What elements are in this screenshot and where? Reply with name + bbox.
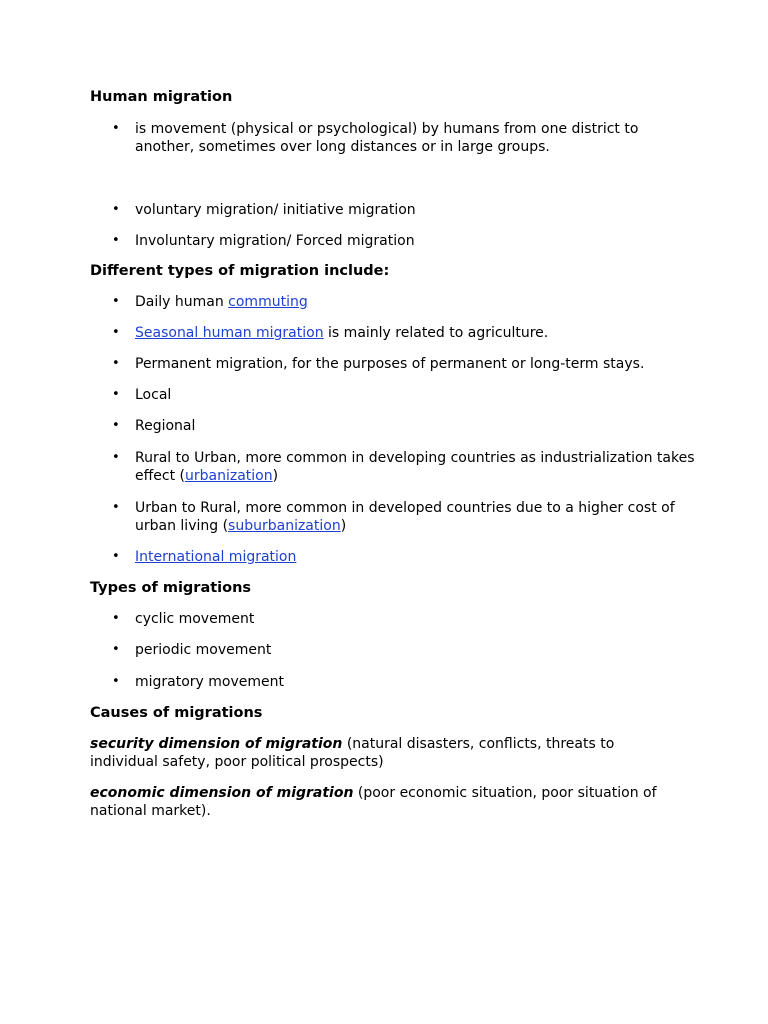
- urban-rural-suffix: ): [340, 518, 347, 534]
- list-item-text: migratory movement: [135, 674, 285, 690]
- list-item-text: voluntary migration/ initiative migration: [135, 202, 416, 218]
- list-item-text: Permanent migration, for the purposes of permanent or long-term stays.: [135, 356, 645, 372]
- heading-causes: Causes of migrations: [90, 705, 263, 721]
- bullet-icon: •: [112, 500, 120, 515]
- economic-text: (poor economic situation, poor situation of national market).: [90, 785, 657, 819]
- bullet-icon: •: [112, 418, 120, 433]
- list-item-text: Regional: [135, 418, 196, 434]
- bullet-icon: •: [112, 611, 120, 626]
- security-text: (natural disasters, conflicts, threats to individual safety, poor political prospects): [90, 736, 615, 770]
- list-item-text: [135, 548, 695, 566]
- commuting-link[interactable]: commuting: [228, 294, 308, 310]
- urbanization-link[interactable]: urbanization: [184, 468, 273, 484]
- security-lead: security dimension of migration: [90, 736, 343, 752]
- rural-urban-suffix: ): [272, 468, 279, 484]
- list-item-text: cyclic movement: [135, 611, 255, 627]
- urban-rural-prefix: Urban to Rural, more common in developed countries due to a higher cost of urban living (: [135, 500, 675, 534]
- suburbanization-link[interactable]: suburbanization: [228, 518, 341, 534]
- list-item-text: [135, 324, 695, 342]
- international-migration-link[interactable]: International migration: [135, 549, 297, 565]
- security-paragraph: [90, 735, 680, 771]
- bullet-icon: •: [112, 121, 120, 136]
- bullet-icon: •: [112, 356, 120, 371]
- list-item-text: [135, 449, 695, 485]
- bullet-icon: •: [112, 325, 120, 340]
- definition-text: is movement (physical or psychological) by humans from one district to another, sometimes over long distances or in large groups.: [135, 121, 639, 155]
- seasonal-migration-link[interactable]: Seasonal human migration: [135, 325, 324, 341]
- list-item-text: [135, 293, 695, 311]
- rural-urban-prefix: Rural to Urban, more common in developing countries as industrialization takes effect (: [135, 450, 695, 484]
- seasonal-suffix: is mainly related to agriculture.: [323, 325, 549, 341]
- bullet-icon: •: [112, 202, 120, 217]
- list-item-text: Local: [135, 387, 172, 403]
- list-item-text: periodic movement: [135, 642, 272, 658]
- bullet-icon: •: [112, 294, 120, 309]
- list-item-text: Involuntary migration/ Forced migration: [135, 233, 415, 249]
- bullet-icon: •: [112, 549, 120, 564]
- economic-paragraph: [90, 784, 680, 820]
- bullet-icon: •: [112, 387, 120, 402]
- heading-types-of-migrations: Types of migrations: [90, 580, 252, 596]
- bullet-icon: •: [112, 233, 120, 248]
- heading-different-types: Different types of migration include:: [90, 263, 390, 279]
- economic-lead: economic dimension of migration: [90, 785, 354, 801]
- heading-human-migration: Human migration: [90, 89, 233, 105]
- bullet-icon: •: [112, 450, 120, 465]
- bullet-icon: •: [112, 642, 120, 657]
- list-item-text: [135, 499, 695, 535]
- bullet-icon: •: [112, 674, 120, 689]
- commuting-prefix: Daily human: [135, 294, 229, 310]
